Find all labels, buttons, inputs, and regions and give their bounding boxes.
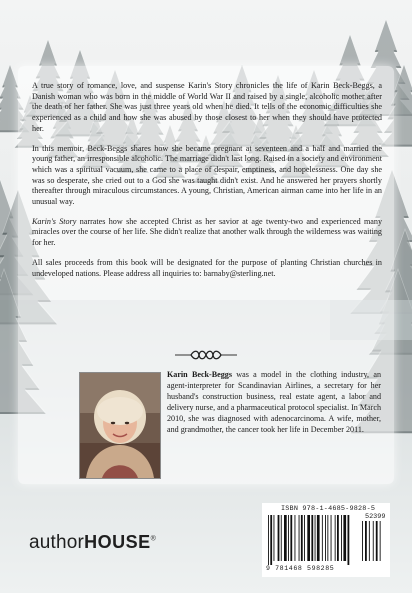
blurb-paragraph: All sales proceeds from this book will be designated for the purpose of planting Christian churches in undeveloped nations. Please address all inquiries to: barnaby@sterling.net. xyxy=(32,257,382,278)
logo-author: author xyxy=(29,532,85,553)
price-code: 52399 xyxy=(365,513,386,521)
author-biography xyxy=(167,370,381,435)
divider-ornament-icon xyxy=(175,348,237,362)
author-name: Karin Beck-Beggs xyxy=(167,370,232,379)
back-cover-blurb xyxy=(32,81,382,288)
blurb-paragraph: In this memoir, Beck-Beggs shares how she became pregnant at seventeen and a half and married the young father, an irresponsible alcoholic. The marriage didn't last long. Raised in a society and environment which was a spiritual vacuum, she came to a place of despair, emptiness, and hopelessness. One day she was so desperate, she cried out to a God she was taught didn't exist. And he answered her prayers shortly thereafter through miraculous circumstances. A young, Christian, American airman came into her life in an unusual way. xyxy=(32,143,382,207)
blurb-paragraph: A true story of romance, love, and suspense Karin's Story chronicles the life of Karin Beck-Beggs, a Danish woman who was born in the middle of World War II and raised by a single, alcoholic mother after the death of her father. She was just three years old when he died. It tells of the economic difficulties she experienced as a child and how she was abused by those closest to her when they should have protected her. xyxy=(32,81,382,133)
ean-digits: 9 781468 598285 xyxy=(266,565,335,572)
blurb-paragraph xyxy=(32,217,382,249)
author-photo xyxy=(79,372,161,479)
author-bio-text: was a model in the clothing industry, an agent-interpreter for Scandinavian Airlines, a secretary for her husband's construction business, real estate agent, a labor and delivery nurse, and a pharmaceutical protocol specialist. In March 2010, she was diagnosed with adenocarcinoma. A wife, mother, and grandmother, the cancer took her life in December 2011. xyxy=(167,370,381,434)
book-title-italic: Karin's Story xyxy=(32,216,77,226)
logo-registered-mark: ® xyxy=(150,535,156,543)
blurb-paragraph-rest: narrates how she accepted Christ as her savior at age twenty-two and experienced many miracles over the course of her life. She didn't realize that another walk through the wilderness was waiting for her. xyxy=(32,216,383,248)
logo-house: HOUSE xyxy=(84,532,151,552)
publisher-logo xyxy=(29,532,156,554)
isbn-label: ISBN 978-1-4685-9828-5 xyxy=(281,505,376,513)
